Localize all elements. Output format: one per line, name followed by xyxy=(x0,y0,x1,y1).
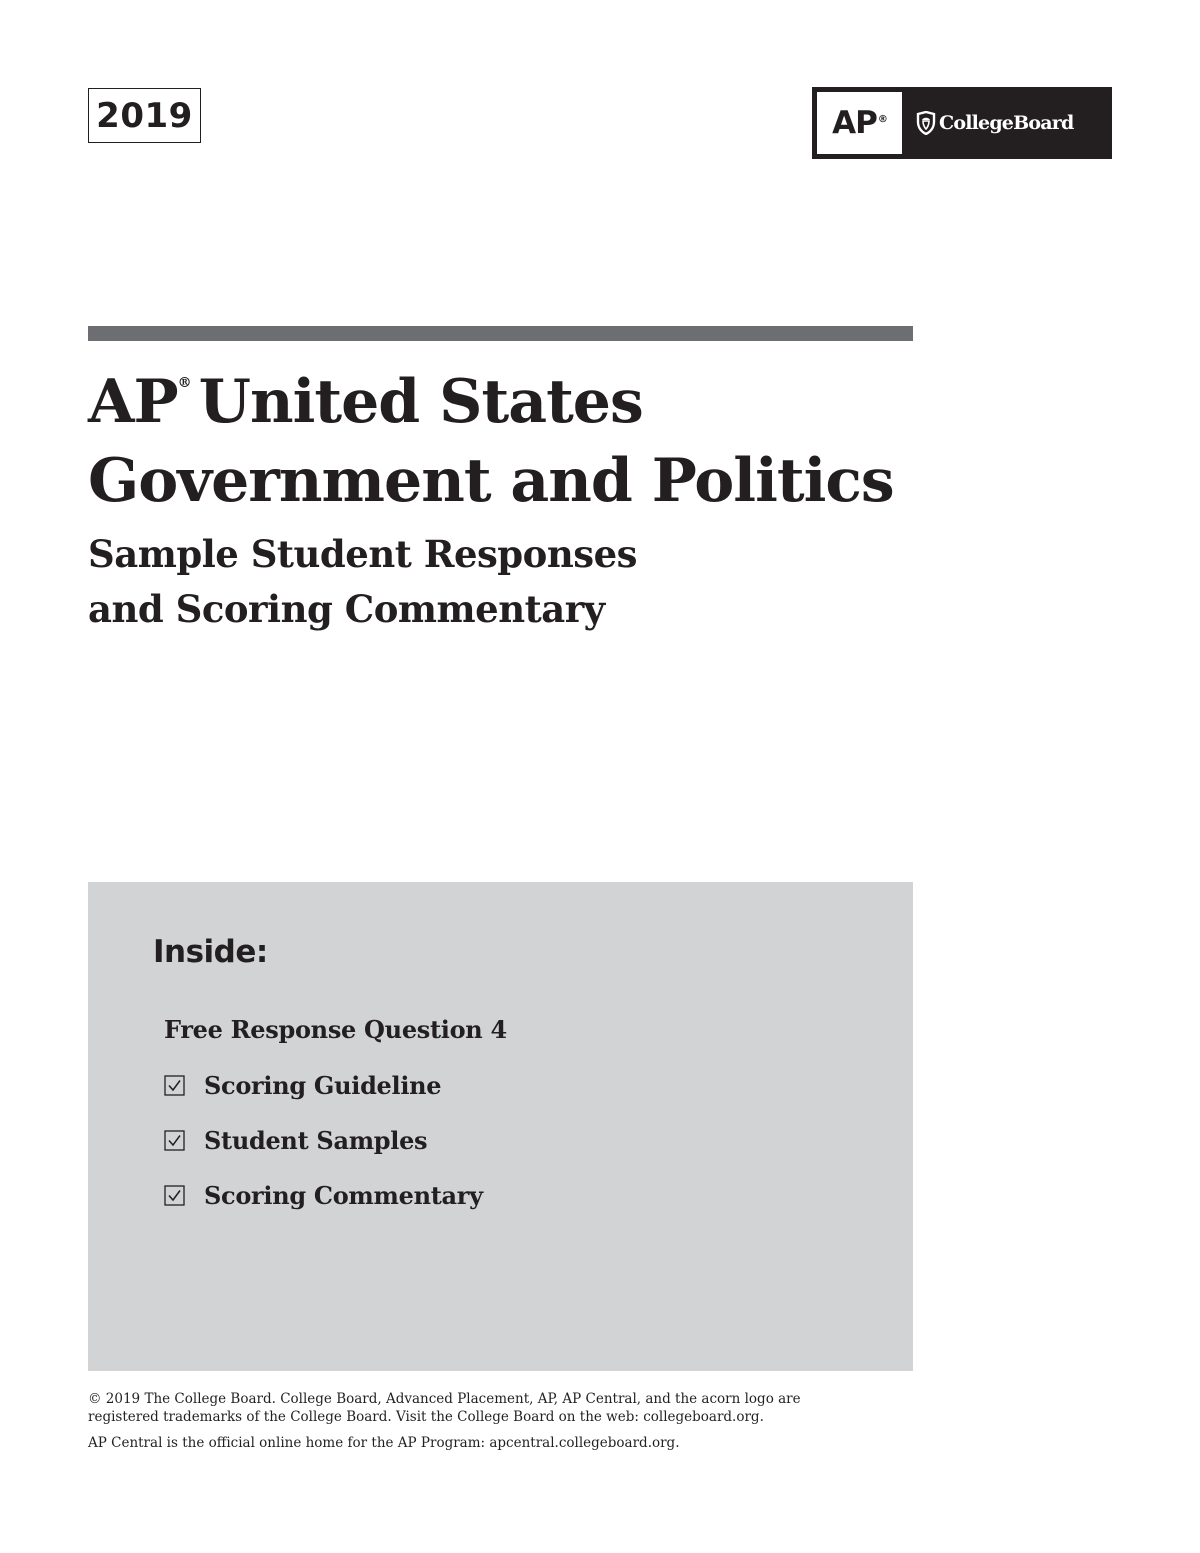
inside-heading: Inside: xyxy=(153,934,268,970)
inside-panel xyxy=(88,882,913,1371)
year-text: 2019 xyxy=(96,95,193,136)
footer-copyright-line2: registered trademarks of the College Board. Visit the College Board on the web: collegeboard.org. xyxy=(88,1409,764,1425)
title-rule xyxy=(88,326,913,341)
footer-copyright-line1: © 2019 The College Board. College Board, Advanced Placement, AP, AP Central, and the acorn logo are xyxy=(88,1391,801,1407)
checklist-item-label: Scoring Guideline xyxy=(204,1071,442,1100)
ap-logo-mark: ® xyxy=(877,113,887,125)
checked-box-icon xyxy=(164,1185,185,1206)
title-registered-mark: ® xyxy=(177,375,191,391)
collegeboard-logo-text: CollegeBoard xyxy=(939,112,1074,134)
checklist-item xyxy=(164,1126,483,1181)
inside-question: Free Response Question 4 xyxy=(164,1015,507,1044)
ap-collegeboard-logo xyxy=(812,87,1112,159)
copyright-footer xyxy=(88,1390,868,1452)
subtitle-line1: Sample Student Responses xyxy=(88,532,637,576)
checklist-item xyxy=(164,1181,483,1236)
ap-logo-text: AP xyxy=(832,105,877,141)
page-subtitle xyxy=(88,527,637,637)
acorn-shield-icon xyxy=(916,111,936,135)
checked-box-icon xyxy=(164,1130,185,1151)
title-line1-rest: United States xyxy=(198,367,643,437)
subtitle-line2: and Scoring Commentary xyxy=(88,587,605,631)
footer-apcentral-line: AP Central is the official online home for the AP Program: apcentral.collegeboard.org. xyxy=(88,1435,680,1451)
page-title xyxy=(88,358,894,521)
checked-box-icon xyxy=(164,1075,185,1096)
collegeboard-logo xyxy=(916,87,1073,159)
title-line2: Government and Politics xyxy=(88,446,894,516)
inside-checklist xyxy=(164,1071,483,1236)
title-ap: AP xyxy=(88,367,178,437)
checklist-item-label: Scoring Commentary xyxy=(204,1181,483,1210)
checklist-item-label: Student Samples xyxy=(204,1126,428,1155)
ap-logo xyxy=(817,92,902,154)
checklist-item xyxy=(164,1071,483,1126)
year-badge xyxy=(88,88,201,143)
